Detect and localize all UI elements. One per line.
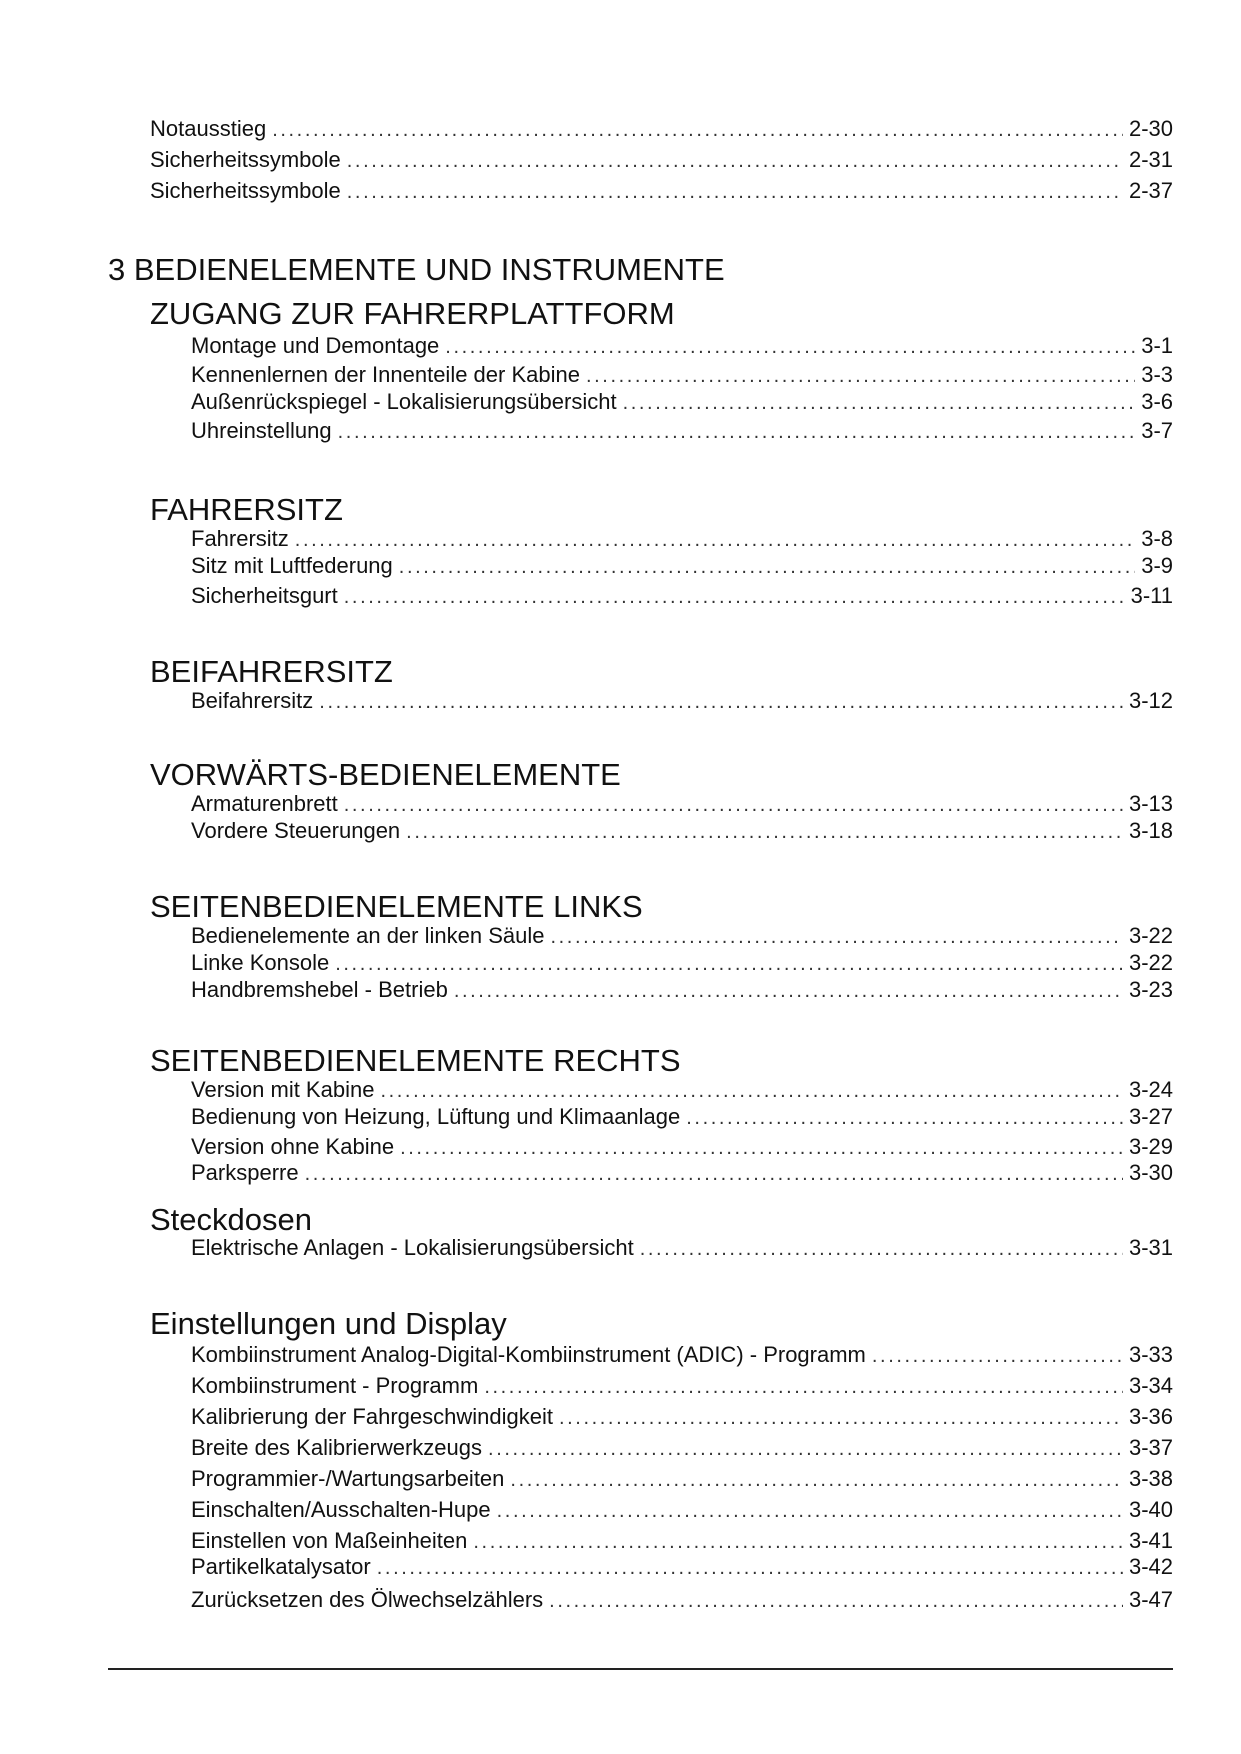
toc-entry-title: Kennenlernen der Innenteile der Kabine <box>191 362 580 387</box>
toc-entry[interactable] <box>191 526 1173 553</box>
toc-entry[interactable] <box>191 1435 1173 1462</box>
toc-entry-title: Version mit Kabine <box>191 1077 375 1102</box>
toc-entry[interactable] <box>191 791 1173 818</box>
leader-dots <box>484 1374 1123 1400</box>
toc-entry[interactable] <box>191 923 1173 950</box>
leader-dots <box>347 179 1123 205</box>
toc-entry-page: 3-1 <box>1141 333 1173 358</box>
leader-dots <box>406 819 1123 845</box>
leader-dots <box>559 1405 1123 1431</box>
leader-dots <box>295 527 1135 553</box>
toc-entry-page: 3-27 <box>1128 1104 1173 1129</box>
toc-entry-title: Sicherheitssymbole <box>150 178 341 203</box>
leader-dots <box>586 363 1135 389</box>
leader-dots <box>272 117 1123 143</box>
leader-dots <box>335 951 1123 977</box>
toc-entry[interactable] <box>191 418 1173 445</box>
section-heading: ZUGANG ZUR FAHRERPLATTFORM <box>150 296 675 331</box>
toc-entry-page: 3-36 <box>1128 1404 1173 1429</box>
toc-entry-title: Version ohne Kabine <box>191 1134 395 1159</box>
section-heading: BEIFAHRERSITZ <box>150 654 393 689</box>
toc-entry-page: 3-9 <box>1141 553 1173 578</box>
toc-entry[interactable] <box>191 1497 1173 1524</box>
toc-entry-page: 3-40 <box>1128 1497 1173 1522</box>
toc-entry-title: Sicherheitssymbole <box>150 147 341 172</box>
leader-dots <box>549 1588 1123 1614</box>
toc-entry-page: 3-34 <box>1128 1373 1173 1398</box>
section-heading: SEITENBEDIENELEMENTE RECHTS <box>150 1043 681 1078</box>
toc-entry-page: 2-31 <box>1128 147 1173 172</box>
leader-dots <box>399 554 1135 580</box>
toc-entry[interactable] <box>191 950 1173 977</box>
toc-entry[interactable] <box>191 583 1173 610</box>
toc-entry-title: Bedienung von Heizung, Lüftung und Klimaanlage <box>191 1104 681 1129</box>
toc-entry-page: 2-37 <box>1128 178 1173 203</box>
toc-entry-title: Parksperre <box>191 1160 299 1185</box>
leader-dots <box>344 792 1123 818</box>
toc-entry-title: Montage und Demontage <box>191 333 440 358</box>
toc-entry-page: 3-22 <box>1128 950 1173 975</box>
toc-entry-title: Breite des Kalibrierwerkzeugs <box>191 1435 483 1460</box>
leader-dots <box>510 1467 1123 1493</box>
leader-dots <box>338 419 1136 445</box>
toc-entry[interactable] <box>191 1077 1173 1104</box>
leader-dots <box>623 390 1136 416</box>
toc-entry-title: Bedienelemente an der linken Säule <box>191 923 545 948</box>
leader-dots <box>473 1529 1123 1555</box>
toc-entry-page: 3-11 <box>1130 583 1173 608</box>
toc-entry-page: 3-31 <box>1128 1235 1173 1260</box>
leader-dots <box>550 924 1122 950</box>
toc-entry-page: 3-33 <box>1128 1342 1173 1367</box>
toc-entry-title: Kombiinstrument Analog-Digital-Kombiinstrument (ADIC) - Programm <box>191 1342 866 1367</box>
leader-dots <box>445 334 1135 360</box>
toc-entry[interactable] <box>191 1235 1173 1262</box>
toc-entry-title: Linke Konsole <box>191 950 330 975</box>
toc-entry-title: Einschalten/Ausschalten-Hupe <box>191 1497 491 1522</box>
toc-entry[interactable] <box>191 1554 1173 1581</box>
toc-entry[interactable] <box>191 688 1173 715</box>
toc-entry-title: Partikelkatalysator <box>191 1554 371 1579</box>
toc-entry[interactable] <box>191 1587 1173 1614</box>
toc-entry-page: 3-42 <box>1128 1554 1173 1579</box>
toc-entry-page: 3-41 <box>1128 1528 1173 1553</box>
toc-entry[interactable] <box>191 1373 1173 1400</box>
toc-entry[interactable] <box>191 1466 1173 1493</box>
section-heading: SEITENBEDIENELEMENTE LINKS <box>150 889 643 924</box>
leader-dots <box>400 1135 1123 1161</box>
toc-entry-page: 3-29 <box>1128 1134 1173 1159</box>
toc-entry[interactable] <box>191 1104 1173 1131</box>
toc-entry-page: 3-6 <box>1141 389 1173 414</box>
section-heading: Einstellungen und Display <box>150 1306 507 1341</box>
toc-entry-title: Beifahrersitz <box>191 688 314 713</box>
toc-entry[interactable] <box>191 1342 1173 1369</box>
toc-entry[interactable] <box>191 1404 1173 1431</box>
toc-entry-title: Vordere Steuerungen <box>191 818 401 843</box>
toc-entry[interactable] <box>191 1528 1173 1555</box>
toc-entry-page: 3-30 <box>1128 1160 1173 1185</box>
toc-entry[interactable] <box>191 818 1173 845</box>
toc-entry[interactable] <box>150 116 1173 143</box>
leader-dots <box>454 978 1123 1004</box>
toc-entry-page: 3-47 <box>1128 1587 1173 1612</box>
toc-entry-page: 3-37 <box>1128 1435 1173 1460</box>
toc-entry-title: Notausstieg <box>150 116 267 141</box>
toc-entry-title: Sitz mit Luftfederung <box>191 553 393 578</box>
toc-entry-title: Sicherheitsgurt <box>191 583 338 608</box>
toc-entry[interactable] <box>191 1134 1173 1161</box>
toc-entry-page: 3-3 <box>1141 362 1173 387</box>
leader-dots <box>305 1161 1123 1187</box>
toc-entry-title: Armaturenbrett <box>191 791 338 816</box>
chapter-heading: 3 BEDIENELEMENTE UND INSTRUMENTE <box>108 252 725 287</box>
toc-entry-title: Kalibrierung der Fahrgeschwindigkeit <box>191 1404 553 1429</box>
section-heading: Steckdosen <box>150 1202 312 1237</box>
toc-entry-title: Fahrersitz <box>191 526 289 551</box>
toc-entry[interactable] <box>150 178 1173 205</box>
toc-entry[interactable] <box>191 362 1173 389</box>
toc-entry-title: Zurücksetzen des Ölwechselzählers <box>191 1587 544 1612</box>
leader-dots <box>686 1105 1123 1131</box>
toc-entry-page: 2-30 <box>1128 116 1173 141</box>
toc-entry-page: 3-24 <box>1128 1077 1173 1102</box>
toc-entry[interactable] <box>150 147 1173 174</box>
toc-entry-title: Elektrische Anlagen - Lokalisierungsübersicht <box>191 1235 634 1260</box>
toc-entry-title: Handbremshebel - Betrieb <box>191 977 448 1002</box>
leader-dots <box>344 584 1125 610</box>
toc-entry-page: 3-13 <box>1128 791 1173 816</box>
toc-entry-title: Programmier-/Wartungsarbeiten <box>191 1466 505 1491</box>
leader-dots <box>347 148 1123 174</box>
toc-entry[interactable] <box>191 977 1173 1004</box>
toc-entry[interactable] <box>191 389 1173 416</box>
leader-dots <box>319 689 1123 715</box>
leader-dots <box>640 1236 1123 1262</box>
section-heading: VORWÄRTS-BEDIENELEMENTE <box>150 757 621 792</box>
toc-entry-title: Uhreinstellung <box>191 418 332 443</box>
section-heading: FAHRERSITZ <box>150 492 343 527</box>
toc-entry-page: 3-18 <box>1128 818 1173 843</box>
leader-dots <box>872 1343 1123 1369</box>
leader-dots <box>497 1498 1123 1524</box>
toc-entry-page: 3-8 <box>1141 526 1173 551</box>
toc-entry-page: 3-7 <box>1141 418 1173 443</box>
toc-entry-page: 3-12 <box>1128 688 1173 713</box>
toc-entry[interactable] <box>191 1160 1173 1187</box>
leader-dots <box>380 1078 1123 1104</box>
footer-rule <box>108 1668 1173 1670</box>
toc-entry-title: Kombiinstrument - Programm <box>191 1373 479 1398</box>
toc-entry-page: 3-38 <box>1128 1466 1173 1491</box>
toc-entry[interactable] <box>191 333 1173 360</box>
leader-dots <box>488 1436 1123 1462</box>
toc-entry-title: Außenrückspiegel - Lokalisierungsübersicht <box>191 389 617 414</box>
toc-entry[interactable] <box>191 553 1173 580</box>
toc-entry-page: 3-23 <box>1128 977 1173 1002</box>
leader-dots <box>377 1555 1123 1581</box>
toc-entry-title: Einstellen von Maßeinheiten <box>191 1528 468 1553</box>
toc-entry-page: 3-22 <box>1128 923 1173 948</box>
